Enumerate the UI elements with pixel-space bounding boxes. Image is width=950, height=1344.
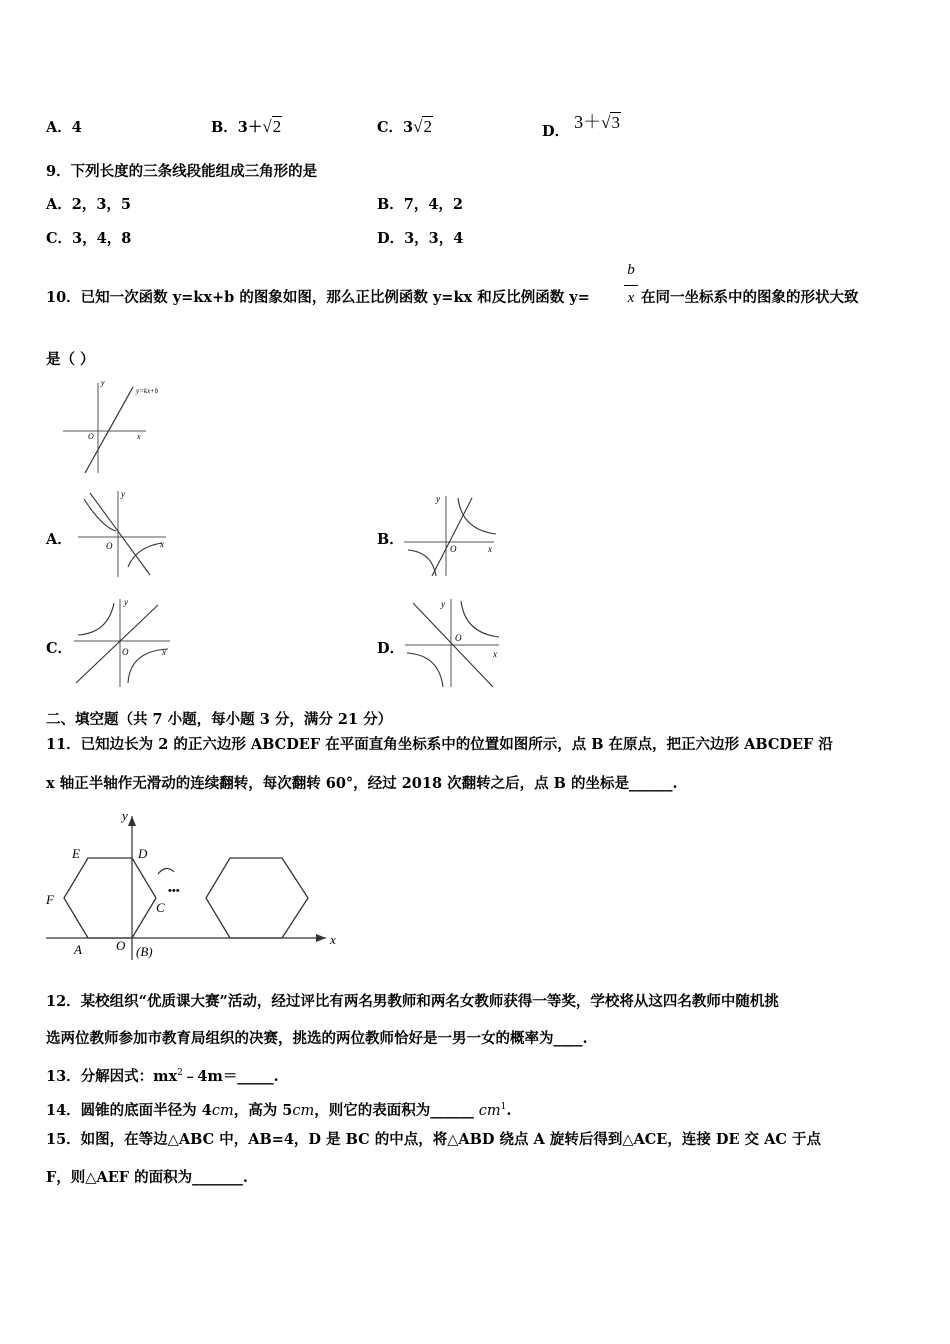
q10-option-a-label: A．: [46, 531, 72, 548]
q8-option-c: [377, 116, 433, 137]
q10-option-a-graph: [76, 487, 172, 579]
q12-line1: 12．某校组织“优质课大赛”活动，经过评比有两名男教师和两名女教师获得一等奖，学校将从这四名教师中随机挑: [46, 993, 779, 1010]
hexagon-rotated: [206, 858, 308, 938]
hyperbola-branch-left: [84, 499, 116, 531]
q9-option-d: D．3，3，4: [377, 230, 464, 247]
y-axis-arrow: [128, 816, 136, 826]
q9-option-c: C．3，4，8: [46, 230, 132, 247]
hexagon-abcdef: [64, 858, 156, 938]
section2-heading: 二、填空题（共 7 小题，每小题 3 分，满分 21 分）: [46, 711, 393, 728]
origin-label: O: [450, 544, 457, 554]
q14-unit-2: cm: [292, 1103, 315, 1119]
q10-linear-graph: [58, 375, 178, 475]
label-x: x: [330, 932, 336, 947]
q11-line2: x 轴正半轴作无滑动的连续翻转，每次翻转 60°，经过 2018 次翻转之后，点 B 的坐标是______.: [46, 775, 678, 792]
q10-option-d-graph: [403, 595, 507, 689]
origin-label: O: [455, 633, 462, 643]
q8-option-a: A．4: [46, 119, 82, 136]
q8-option-b-radicand: 2: [272, 117, 282, 136]
hyperbola-branch-right: [458, 498, 496, 534]
label-a: A: [74, 942, 82, 957]
label-c: C: [156, 900, 165, 915]
q8-option-c-radicand: 2: [423, 117, 432, 136]
line-y-kx: [76, 605, 158, 683]
axis-y-label: y: [121, 489, 125, 499]
q14: [46, 1098, 511, 1120]
origin-label: O: [122, 647, 129, 657]
line-y-kx: [90, 493, 150, 575]
q14-mid2: ，则它的表面积为______: [314, 1102, 479, 1119]
q10-stem-part2: 在同一坐标系中的图象的形状大致: [641, 289, 859, 306]
q15-line1: 15．如图，在等边△ABC 中，AB=4，D 是 BC 的中点，将△ABD 绕点 A 旋转后得到△ACE，连接 DE 交 AC 于点: [46, 1131, 821, 1148]
axis-y-label: y: [124, 597, 128, 607]
hyperbola-branch-left: [407, 653, 443, 687]
q11-hexagon-figure: [40, 808, 340, 968]
q9-option-a: A．2，3，5: [46, 196, 132, 213]
q14-unit-3: cm: [478, 1103, 501, 1119]
q9-stem: 9．下列长度的三条线段能组成三角形的是: [46, 163, 318, 180]
q8-option-b-label: B．3＋: [211, 119, 263, 136]
label-e: E: [72, 846, 80, 861]
axis-x-label: x: [162, 647, 166, 657]
hyperbola-branch-left: [408, 550, 436, 576]
axis-x-label: x: [493, 649, 497, 659]
q13-pre: 13．分解因式：mx: [46, 1068, 178, 1085]
q8-option-b-radical: √2: [262, 117, 282, 136]
q14-pre: 14．圆锥的底面半径为 4: [46, 1102, 212, 1119]
label-y: y: [122, 808, 128, 823]
origin-label: O: [88, 432, 94, 441]
q10-option-d-label: D．: [377, 640, 405, 657]
x-axis-arrow: [316, 934, 326, 942]
q13: [46, 1064, 279, 1086]
axis-y-label: y: [101, 378, 105, 387]
q14-mid: ，高为 5: [233, 1102, 293, 1119]
q14-exponent: 1: [500, 1102, 507, 1112]
q8-option-b: [211, 116, 282, 137]
q10-option-c-label: C．: [46, 640, 73, 657]
q10-option-c-graph: [72, 595, 176, 689]
q9-option-b: B．7，4，2: [377, 196, 464, 213]
q8-option-d-label: D．: [542, 123, 570, 140]
q11-line1: 11．已知边长为 2 的正六边形 ABCDEF 在平面直角坐标系中的位置如图所示，点 B 在原点，把正六边形 ABCDEF 沿: [46, 736, 833, 753]
q10-option-b-graph: [402, 490, 502, 578]
hyperbola-branch-left: [78, 603, 114, 635]
q12-line2: 选两位教师参加市教育局组织的决赛，挑选的两位教师恰好是一男一女的概率为____.: [46, 1030, 588, 1047]
rotation-arrow-icon: [158, 868, 174, 874]
origin-label: O: [106, 541, 113, 551]
q8-option-c-label: C．3: [377, 119, 414, 136]
q14-end: .: [506, 1102, 512, 1119]
q13-exponent: 2: [177, 1068, 183, 1078]
q8-option-d-radical: √3: [601, 113, 620, 132]
q10-fraction-bar: [624, 285, 638, 286]
q8-option-c-radical: √2: [413, 117, 432, 136]
q13-post: ﹣4m＝_____.: [182, 1068, 279, 1085]
axis-x-label: x: [137, 432, 141, 441]
line-y-kx: [432, 498, 472, 576]
line-y-kx-b: [85, 387, 133, 473]
q8-option-d-expr: 3＋: [574, 112, 602, 132]
label-b: (B): [136, 944, 153, 959]
q8-option-d: [542, 112, 621, 142]
q10-stem-line2: 是（ ）: [46, 351, 95, 368]
label-f: F: [46, 892, 54, 907]
axis-y-label: y: [441, 599, 445, 609]
q10-option-b-label: B．: [377, 531, 404, 548]
q14-unit-1: cm: [211, 1103, 234, 1119]
q15-line2: F，则△AEF 的面积为_______.: [46, 1169, 248, 1186]
axis-x-label: x: [488, 544, 492, 554]
label-d: D: [138, 846, 148, 861]
hyperbola-branch-right: [461, 601, 499, 637]
line-label: y=kx+b: [136, 387, 159, 395]
q10-fraction-numerator: b: [627, 262, 635, 278]
label-o: O: [116, 938, 126, 953]
q10-fraction-denominator: x: [627, 290, 635, 306]
q10-stem-part1: 10．已知一次函数 y=kx+b 的图象如图，那么正比例函数 y=kx 和反比例函数 y=: [46, 289, 590, 306]
axis-y-label: y: [436, 494, 440, 504]
axis-x-label: x: [160, 539, 164, 549]
hyperbola-branch-right: [128, 543, 162, 567]
continuation-dots: •••: [168, 885, 180, 897]
q8-option-d-math: [574, 112, 621, 132]
q8-option-d-radicand: 3: [611, 113, 620, 132]
